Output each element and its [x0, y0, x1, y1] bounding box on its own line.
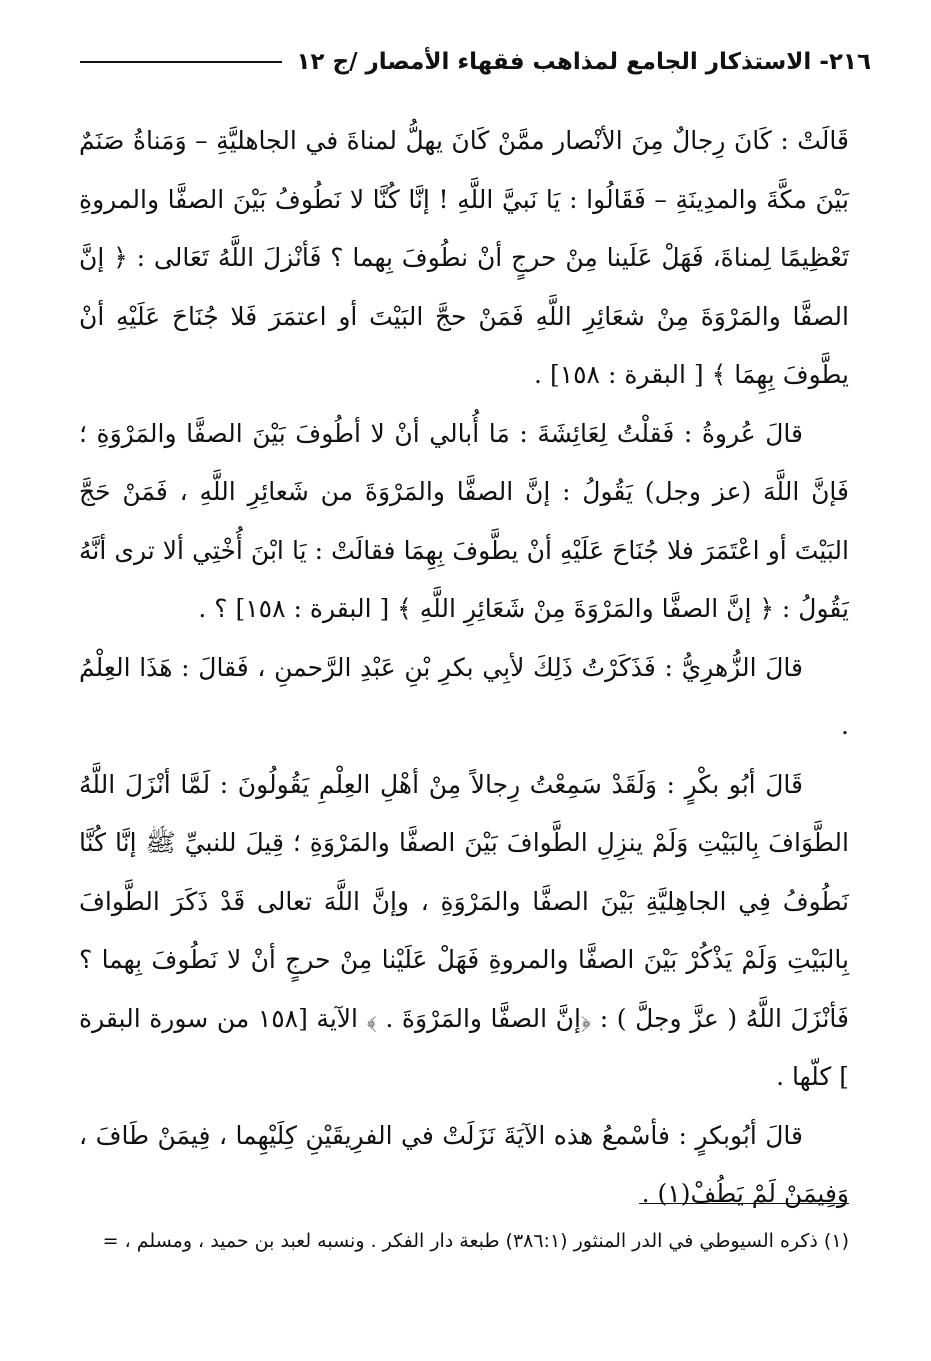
paragraph-2: قالَ عُروةُ : فَقلْتُ لِعَائِشَةَ : مَا أُبالي أنْ لا أطُوفَ بَيْنَ الصفَّا والمَرْوَةِ ؛ فَإنَّ اللَّهَ (عز وجل) يَقُولُ : إنَّ الصفَّا والمَرْوَةَ من شَعائِرِ اللَّهِ ، فَمَنْ حَجَّ البَيْتَ أو اعْتَمَرَ فلا جُنَاحَ عَلَيْهِ أنْ يطَّوفَ بِهِمَا فقالَتْ : يَا ابْنَ أُخْتِي ألا ترى أنَّهُ يَقُولُ : ﴿ إنَّ الصفَّا والمَرْوَةَ مِنْ شَعَائِرِ اللَّهِ ﴾ [ البقرة : ١٥٨] ؟ . [79, 418, 849, 623]
main-text [79, 112, 849, 1224]
header-rule [80, 61, 282, 63]
running-header [80, 42, 871, 82]
running-head-text: ٢١٦- الاستذكار الجامع لمذاهب فقهاء الأمصار /ج ١٢ [296, 49, 871, 75]
footnote-separator [639, 1203, 849, 1204]
paragraph-4: قَالَ أبُو بكْرٍ : وَلَقَدْ سَمِعْتُ رِجالاً مِنْ أهْلِ العِلْمِ يَقُولُونَ : لَمَّا أنْزَلَ اللَّهُ الطَّوَافَ بِالبَيْتِ وَلَمْ ينزِلِ الطَّوافَ بَيْنَ الصفَّا والمَرْوَةِ ؛ قِيلَ للنبيِّ ﷺ إنَّا كُنَّا نَطُوفُ فِي الجاهِليَّةِ بَيْنَ الصفَّا والمَرْوَةِ ، وإنَّ اللَّهَ تعالى قَدْ ذَكَرَ الطَّوافَ بِالبَيْتِ وَلَمْ يَذْكُرْ بَيْنَ الصفَّا والمروةِ فَهَلْ عَلَيْنا مِنْ حرجٍ أنْ لا نَطُوفَ بِهما ؟ فَأنْزَلَ اللَّهُ ( عزَّ وجلَّ ) : ﴿إنَّ الصفَّا والمَرْوَةَ . ﴾ الآية [١٥٨ من سورة البقرة ] كلّها . [79, 769, 849, 1091]
footnote: (١) ذكره السيوطي في الدر المنثور (٣٨٦:١) طبعة دار الفكر . ونسبه لعبد بن حميد ، ومسلم ، = [102, 1230, 849, 1252]
paragraph-3: قالَ الزُّهرِيُّ : فَذَكَرْتُ ذَلِكَ لأبِي بكرِ بْنِ عَبْدِ الرَّحمنِ ، فَقالَ : هَذَا العِلْمُ . [79, 652, 849, 740]
paragraph-5: قالَ أبُوبكرٍ : فأسْمعُ هذه الآيَةَ نَزَلَتْ في الفرِيقَيْنِ كِلَيْهِما ، فِيمَنْ طَافَ ، وَفِيمَنْ لَمْ يَطُفْ(١) . [79, 1120, 849, 1208]
paragraph-1: قَالَتْ : كَانَ رِجالٌ مِنَ الأنْصار ممَّنْ كَانَ يهلُّ لمناةَ في الجاهليَّةِ – وَمَناةُ صَنَمٌ بَيْنَ مكَّةَ والمدِينَةِ – فَقَالُوا : يَا نَبيَّ اللَّهِ ! إنَّا كُنَّا لا نَطُوفُ بَيْنَ الصفَّا والمروةِ تَعْظِيمًا لِمناةَ، فَهَلْ عَلَينا مِنْ حرجٍ أنْ نطُوفَ بِهما ؟ فَأنْزلَ اللَّهُ تَعَالى : ﴿ إنَّ الصفَّا والمَرْوَةَ مِنْ شعَائِرِ اللَّهِ فَمَنْ حجَّ البَيْتَ أو اعتمَرَ فَلا جُنَاحَ عَلَيْهِ أنْ يطَّوفَ بِهِمَا ﴾ [ البقرة : ١٥٨] . [79, 126, 849, 389]
